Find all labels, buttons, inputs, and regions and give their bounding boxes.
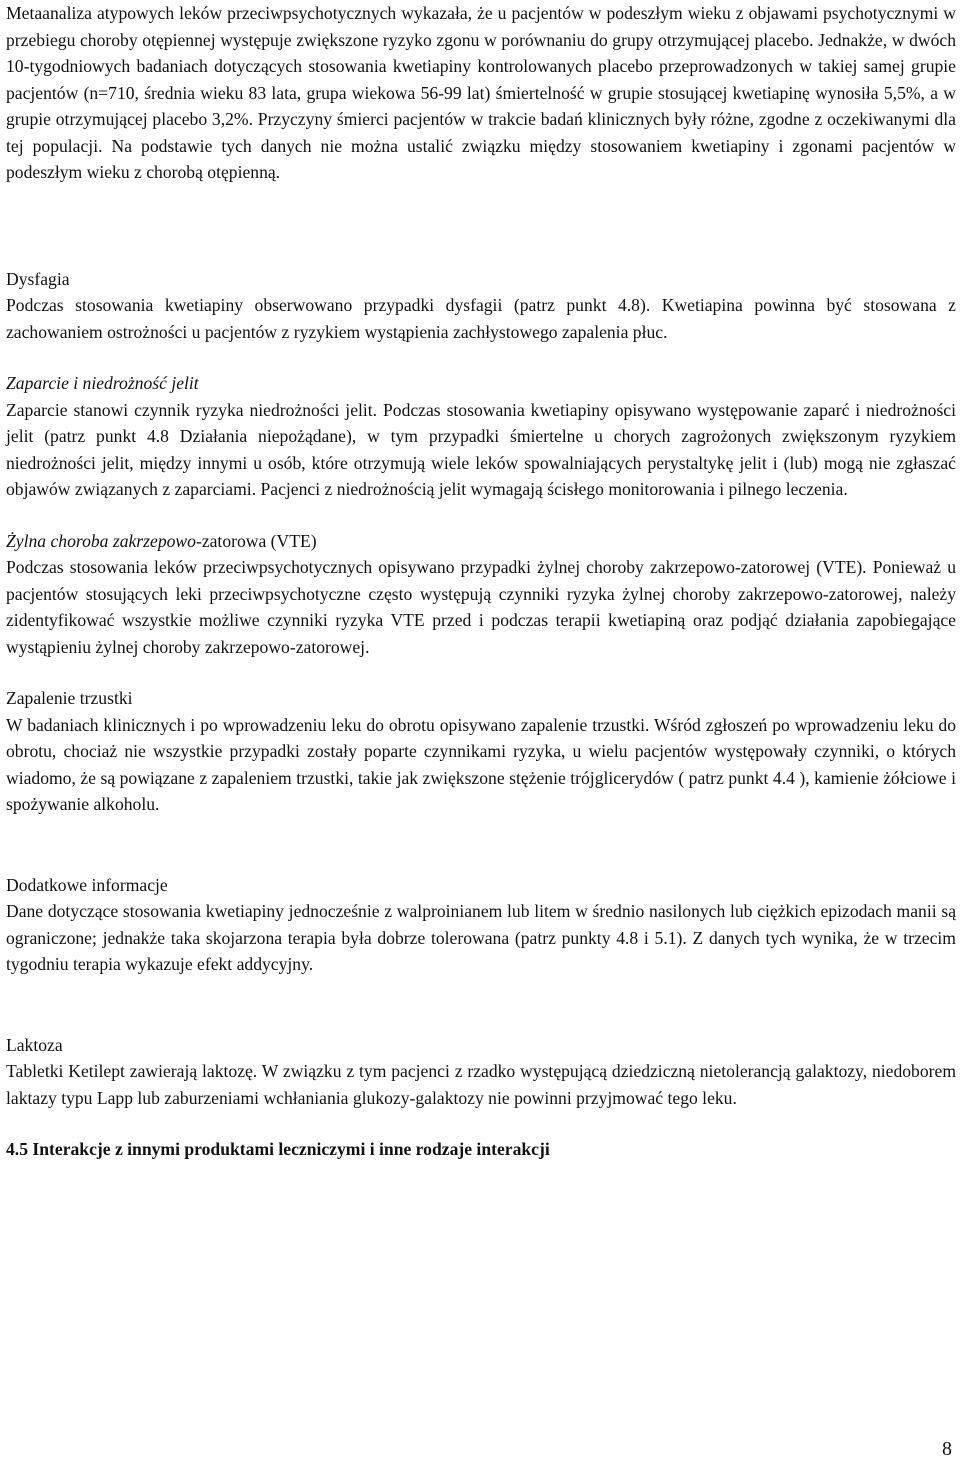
spacer bbox=[6, 186, 956, 266]
spacer bbox=[6, 503, 956, 528]
section-text-dysphagia: Podczas stosowania kwetiapiny obserwowano przypadki dysfagii (patrz punkt 4.8). Kwetiapina powinna być stosowana z zachowaniem ostrożności u pacjentów z ryzykiem wystąpienia zachłystowego zapalenia płuc. bbox=[6, 295, 956, 342]
section-heading-vte-rest: zatorowa (VTE) bbox=[201, 530, 317, 551]
spacer bbox=[6, 660, 956, 685]
section-text-pancreatitis: W badaniach klinicznych i po wprowadzeniu leku do obrotu opisywano zapalenie trzustki. Wśród zgłoszeń po wprowadzeniu leku do obrotu, chociaż nie wszystkie przypadki zostały poparte czynnikami ryzyka, u wielu pacjentów występowały czynniki, o których wiadomo, że są powiązane z zapaleniem trzustki, takie jak zwiększone stężenie trójglicerydów ( patrz punkt 4.4 ), kamienie żółciowe i spożywanie alkoholu. bbox=[6, 714, 956, 814]
section-heading-constipation: Zaparcie i niedrożność jelit bbox=[6, 373, 199, 393]
section-dysphagia bbox=[6, 266, 956, 346]
section-heading-vte bbox=[6, 528, 956, 555]
section-heading-additional-info: Dodatkowe informacje bbox=[6, 874, 168, 895]
section-text-constipation: Zaparcie stanowi czynnik ryzyka niedrożności jelit. Podczas stosowania kwetiapiny opisywano występowanie zaparć i niedrożności jelit (patrz punkt 4.8 Działania niepożądane), w tym przypadki śmiertelne u chorych zagrożonych zwiększonym ryzykiem niedrożności jelit, między innymi u osób, które otrzymują wiele leków spowalniających perystaltykę jelit i (lub) mogą nie zgłaszać objawów związanych z zaparciami. Pacjenci z niedrożnością jelit wymagają ścisłego monitorowania i pilnego leczenia. bbox=[6, 399, 956, 499]
section-text-additional-info: Dane dotyczące stosowania kwetiapiny jednocześnie z walproinianem lub litem w średnio nasilonych lub ciężkich epizodach manii są ograniczone; jednakże taka skojarzona terapia była dobrze tolerowana (patrz punkty 4.8 i 5.1). Z danych tych wynika, że w trzecim tygodniu terapia wykazuje efekt addycyjny. bbox=[6, 901, 956, 974]
section-constipation bbox=[6, 370, 956, 503]
intro-paragraph: Metaanaliza atypowych leków przeciwpsychotycznych wykazała, że u pacjentów w podeszłym wieku z objawami psychotycznymi w przebiegu choroby otępiennej występuje zwiększone ryzyko zgonu w porównaniu do grupy otrzymującej placebo. Jednakże, w dwóch 10-tygodniowych badaniach dotyczących stosowania kwetiapiny kontrolowanych placebo przeprowadzonych w takiej samej grupie pacjentów (n=710, średnia wieku 83 lata, grupa wiekowa 56-99 lat) śmiertelność w grupie stosującej kwetiapinę wynosiła 5,5%, a w grupie otrzymującej placebo 3,2%. Przyczyny śmierci pacjentów w trakcie badań klinicznych były różne, zgodne z oczekiwanymi dla tej populacji. Na podstawie tych danych nie można ustalić związku między stosowaniem kwetiapiny i zgonami pacjentów w podeszłym wieku z chorobą otępienną. bbox=[6, 3, 956, 182]
document-page bbox=[6, 0, 956, 1163]
section-additional-info bbox=[6, 872, 956, 978]
section-text-lactose: Tabletki Ketilept zawierają laktozę. W związku z tym pacjenci z rzadko występującą dziedziczną nietolerancją galaktozy, niedoborem laktazy typu Lapp lub zaburzeniami wchłaniania glukozy-galaktozy nie powinni przyjmować tego leku. bbox=[6, 1061, 956, 1108]
section-heading-vte-italic: Żylna choroba zakrzepowo- bbox=[6, 530, 202, 551]
section-vte bbox=[6, 528, 956, 661]
section-lactose bbox=[6, 1032, 956, 1112]
spacer bbox=[6, 1111, 956, 1136]
section-heading-lactose: Laktoza bbox=[6, 1034, 63, 1055]
spacer bbox=[6, 345, 956, 370]
spacer bbox=[6, 978, 956, 1032]
spacer bbox=[6, 818, 956, 872]
section-heading-pancreatitis: Zapalenie trzustki bbox=[6, 688, 133, 708]
section-heading-dysphagia: Dysfagia bbox=[6, 268, 70, 289]
page-number: 8 bbox=[942, 1438, 952, 1460]
next-section-title: 4.5 Interakcje z innymi produktami leczniczymi i inne rodzaje interakcji bbox=[6, 1139, 550, 1159]
section-text-vte: Podczas stosowania leków przeciwpsychotycznych opisywano przypadki żylnej choroby zakrzepowo-zatorowej (VTE). Ponieważ u pacjentów stosujących leki przeciwpsychotyczne często występują czynniki ryzyka żylnej choroby zakrzepowo-zatorowej, należy zidentyfikować wszystkie możliwe czynniki ryzyka VTE przed i podczas terapii kwetiapiną oraz podjąć działania zapobiegające wystąpieniu żylnej choroby zakrzepowo-zatorowej. bbox=[6, 557, 956, 657]
section-pancreatitis bbox=[6, 685, 956, 818]
